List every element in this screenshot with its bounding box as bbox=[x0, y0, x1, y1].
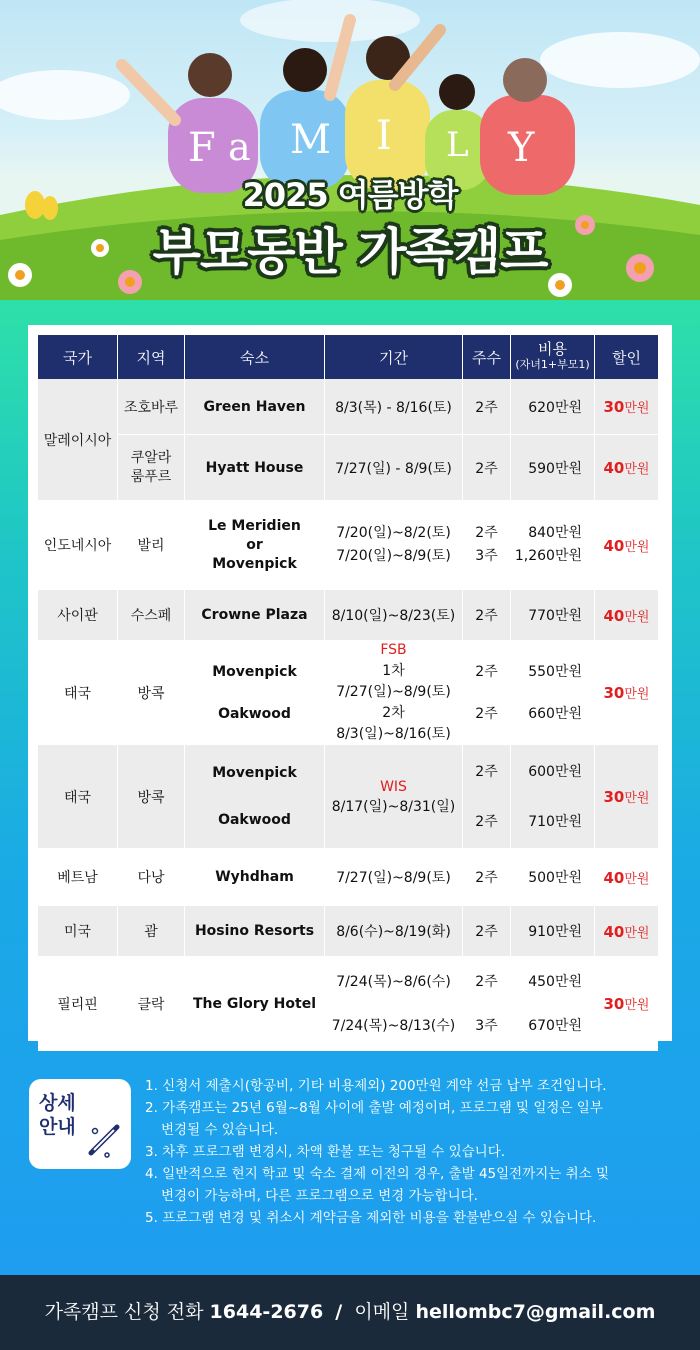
header-region: 지역 bbox=[118, 335, 185, 379]
cell-hotel: Wyhdham bbox=[185, 848, 325, 906]
discount-unit: 만원 bbox=[624, 462, 650, 477]
badge-line: 상세 bbox=[39, 1092, 76, 1114]
discount-value: 40 bbox=[603, 868, 625, 887]
table-row bbox=[38, 906, 658, 956]
cell-cost bbox=[511, 956, 595, 1051]
hero-title: 부모동반 가족캠프 bbox=[152, 223, 548, 281]
cell-weeks bbox=[463, 956, 511, 1051]
cost-line: 450만원 bbox=[528, 973, 582, 990]
cell-period bbox=[325, 956, 463, 1051]
hero-letter: L bbox=[446, 125, 469, 165]
discount-unit: 만원 bbox=[624, 998, 650, 1013]
cell-cost: 500만원 bbox=[511, 848, 595, 906]
cell-country: 베트남 bbox=[38, 848, 118, 906]
cell-period: 8/10(일)~8/23(토) bbox=[325, 590, 463, 640]
table-row bbox=[38, 745, 658, 848]
cell-hotel: The Glory Hotel bbox=[185, 956, 325, 1051]
hero-letter: Y bbox=[508, 125, 535, 171]
cell-weeks: 2주 bbox=[463, 590, 511, 640]
cell-hotel: Green Haven bbox=[185, 379, 325, 434]
email-label: 이메일 bbox=[354, 1301, 410, 1323]
cell-discount bbox=[595, 848, 658, 906]
cost-line: 1,260만원 bbox=[514, 548, 582, 564]
table-row bbox=[38, 956, 658, 1051]
discount-value: 40 bbox=[603, 606, 625, 625]
cell-weeks: 2주 bbox=[463, 906, 511, 956]
info-notes bbox=[145, 1075, 665, 1229]
discount-unit: 만원 bbox=[624, 925, 650, 941]
header-discount: 할인 bbox=[595, 335, 658, 379]
table-row bbox=[38, 640, 658, 745]
cell-region: 괌 bbox=[118, 906, 185, 956]
cell-period bbox=[325, 640, 463, 745]
discount-value: 40 bbox=[603, 922, 625, 941]
table-header bbox=[38, 335, 658, 379]
discount-value: 30 bbox=[603, 684, 625, 702]
cell-hotel bbox=[185, 500, 325, 590]
hotel-name: Movenpick bbox=[212, 555, 297, 572]
cell-cost bbox=[511, 745, 595, 848]
phone-number[interactable]: 1644-2676 bbox=[209, 1301, 324, 1323]
cell-cost: 620만원 bbox=[511, 379, 595, 434]
note-5: 5. 프로그램 변경 및 취소시 계약금을 제외한 비용을 환불받으실 수 있습니다. bbox=[145, 1210, 597, 1226]
schedule-card bbox=[28, 325, 672, 1041]
cell-region: 조호바루 bbox=[118, 379, 185, 434]
hero-letter: F bbox=[188, 125, 216, 171]
weeks-line: 2주 bbox=[475, 705, 498, 722]
period-line: 1차 7/27(일)~8/9(토) bbox=[336, 663, 451, 700]
hero-letter: a bbox=[228, 125, 251, 169]
discount-unit: 만원 bbox=[624, 539, 650, 555]
pencil-icon bbox=[85, 1119, 125, 1159]
cell-region: 수스페 bbox=[118, 590, 185, 640]
hotel-name: Movenpick bbox=[212, 663, 297, 680]
weeks-line: 3주 bbox=[475, 548, 498, 564]
cell-region: 다낭 bbox=[118, 848, 185, 906]
discount-value: 30 bbox=[603, 995, 625, 1013]
table-row bbox=[38, 434, 658, 500]
cell-country: 말레이시아 bbox=[38, 379, 118, 500]
cell-cost: 910만원 bbox=[511, 906, 595, 956]
weeks-line: 2주 bbox=[475, 763, 498, 780]
note-4: 4. 일반적으로 현지 학교 및 숙소 결제 이전의 경우, 출발 45일전까지는 취소 및 bbox=[145, 1166, 610, 1182]
cell-discount bbox=[595, 500, 658, 590]
header-cost-label: 비용 bbox=[538, 340, 567, 358]
cell-hotel: Hosino Resorts bbox=[185, 906, 325, 956]
hero-letters bbox=[0, 113, 700, 171]
note-2-cont: 변경될 수 있습니다. bbox=[161, 1122, 279, 1138]
cost-line: 670만원 bbox=[528, 1017, 582, 1034]
cell-hotel bbox=[185, 745, 325, 848]
table-row bbox=[38, 590, 658, 640]
school-label: WIS bbox=[380, 778, 407, 795]
cell-weeks bbox=[463, 640, 511, 745]
weeks-line: 2주 bbox=[475, 525, 498, 541]
note-4-cont: 변경이 가능하며, 다른 프로그램으로 변경 가능합니다. bbox=[161, 1188, 478, 1204]
hero-letter: M bbox=[290, 117, 331, 163]
discount-unit: 만원 bbox=[624, 687, 650, 702]
hero-banner bbox=[0, 0, 700, 300]
period-line: 7/20(일)~8/9(토) bbox=[336, 548, 451, 564]
cell-country: 미국 bbox=[38, 906, 118, 956]
discount-value: 40 bbox=[603, 536, 625, 555]
cell-period bbox=[325, 500, 463, 590]
discount-unit: 만원 bbox=[624, 401, 650, 416]
cell-region: 방콕 bbox=[118, 745, 185, 848]
cell-weeks: 2주 bbox=[463, 848, 511, 906]
cost-line: 660만원 bbox=[528, 705, 582, 722]
period-line: 7/20(일)~8/2(토) bbox=[336, 525, 451, 541]
cost-line: 840만원 bbox=[528, 525, 582, 541]
cell-cost bbox=[511, 640, 595, 745]
header-country: 국가 bbox=[38, 335, 118, 379]
table-row bbox=[38, 500, 658, 590]
weeks-line: 2주 bbox=[475, 973, 498, 990]
cell-weeks bbox=[463, 500, 511, 590]
discount-unit: 만원 bbox=[624, 791, 650, 806]
note-2: 2. 가족캠프는 25년 6월~8월 사이에 출발 예정이며, 프로그램 및 일정은 일부 bbox=[145, 1100, 603, 1116]
cell-region: 클락 bbox=[118, 956, 185, 1051]
period-line: 8/17(일)~8/31(일) bbox=[331, 798, 456, 815]
cell-cost: 770만원 bbox=[511, 590, 595, 640]
footer-separator: / bbox=[335, 1301, 343, 1323]
cell-country: 태국 bbox=[38, 640, 118, 745]
schedule-table bbox=[38, 335, 658, 1051]
note-3: 3. 차후 프로그램 변경시, 차액 환불 또는 청구될 수 있습니다. bbox=[145, 1144, 506, 1160]
cell-hotel: Crowne Plaza bbox=[185, 590, 325, 640]
cell-discount bbox=[595, 745, 658, 848]
discount-value: 40 bbox=[603, 459, 625, 477]
cell-period: 8/3(목) - 8/16(토) bbox=[325, 379, 463, 434]
cell-region: 방콕 bbox=[118, 640, 185, 745]
hotel-or: or bbox=[246, 536, 263, 553]
school-label: FSB bbox=[380, 642, 407, 658]
weeks-line: 3주 bbox=[475, 1017, 498, 1034]
note-1: 1. 신청서 제출시(항공비, 기타 비용제외) 200만원 계약 선금 납부 조건입니다. bbox=[145, 1078, 607, 1094]
header-hotel: 숙소 bbox=[185, 335, 325, 379]
phone-label: 가족캠프 신청 전화 bbox=[44, 1301, 204, 1323]
info-badge bbox=[29, 1079, 131, 1169]
hotel-name: Le Meridien bbox=[208, 517, 301, 534]
cell-cost bbox=[511, 500, 595, 590]
cell-discount bbox=[595, 379, 658, 434]
cell-country: 필리핀 bbox=[38, 956, 118, 1051]
cell-period: 7/27(일)~8/9(토) bbox=[325, 848, 463, 906]
period-line: 7/24(목)~8/6(수) bbox=[336, 973, 451, 990]
cell-discount bbox=[595, 956, 658, 1051]
header-cost bbox=[511, 335, 595, 379]
cell-discount bbox=[595, 906, 658, 956]
hotel-name: Oakwood bbox=[218, 811, 291, 828]
cost-line: 600만원 bbox=[528, 763, 582, 780]
cost-line: 550만원 bbox=[528, 663, 582, 680]
period-line: 7/24(목)~8/13(수) bbox=[331, 1017, 456, 1034]
email-address[interactable]: hellombc7@gmail.com bbox=[415, 1301, 656, 1323]
hero-letter: I bbox=[376, 113, 392, 159]
header-weeks: 주수 bbox=[463, 335, 511, 379]
cell-weeks: 2주 bbox=[463, 434, 511, 500]
hotel-name: Oakwood bbox=[218, 705, 291, 722]
cell-country: 태국 bbox=[38, 745, 118, 848]
hotel-name: Movenpick bbox=[212, 764, 297, 781]
footer-contact bbox=[0, 1275, 700, 1350]
weeks-line: 2주 bbox=[475, 663, 498, 680]
cell-discount bbox=[595, 590, 658, 640]
discount-unit: 만원 bbox=[624, 609, 650, 625]
cell-hotel bbox=[185, 640, 325, 745]
cell-weeks bbox=[463, 745, 511, 848]
discount-value: 30 bbox=[603, 398, 625, 416]
cell-cost: 590만원 bbox=[511, 434, 595, 500]
discount-value: 30 bbox=[603, 788, 625, 806]
header-period: 기간 bbox=[325, 335, 463, 379]
cost-line: 710만원 bbox=[528, 813, 582, 830]
cell-period: 8/6(수)~8/19(화) bbox=[325, 906, 463, 956]
hero-subtitle: 2025 여름방학 bbox=[242, 176, 458, 214]
cell-hotel: Hyatt House bbox=[185, 434, 325, 500]
cell-discount bbox=[595, 640, 658, 745]
header-cost-sub: (자녀1+부모1) bbox=[515, 358, 590, 371]
table-row bbox=[38, 379, 658, 434]
period-line: 2차 8/3(일)~8/16(토) bbox=[336, 705, 451, 742]
weeks-line: 2주 bbox=[475, 813, 498, 830]
cell-country: 사이판 bbox=[38, 590, 118, 640]
cell-country: 인도네시아 bbox=[38, 500, 118, 590]
cell-region: 쿠알라 룸푸르 bbox=[118, 434, 185, 500]
badge-line: 안내 bbox=[39, 1116, 76, 1138]
cell-region: 발리 bbox=[118, 500, 185, 590]
cell-period: 7/27(일) - 8/9(토) bbox=[325, 434, 463, 500]
info-badge-label bbox=[39, 1091, 76, 1139]
discount-unit: 만원 bbox=[624, 871, 650, 887]
cell-discount bbox=[595, 434, 658, 500]
cell-weeks: 2주 bbox=[463, 379, 511, 434]
table-row bbox=[38, 848, 658, 906]
cell-period bbox=[325, 745, 463, 848]
